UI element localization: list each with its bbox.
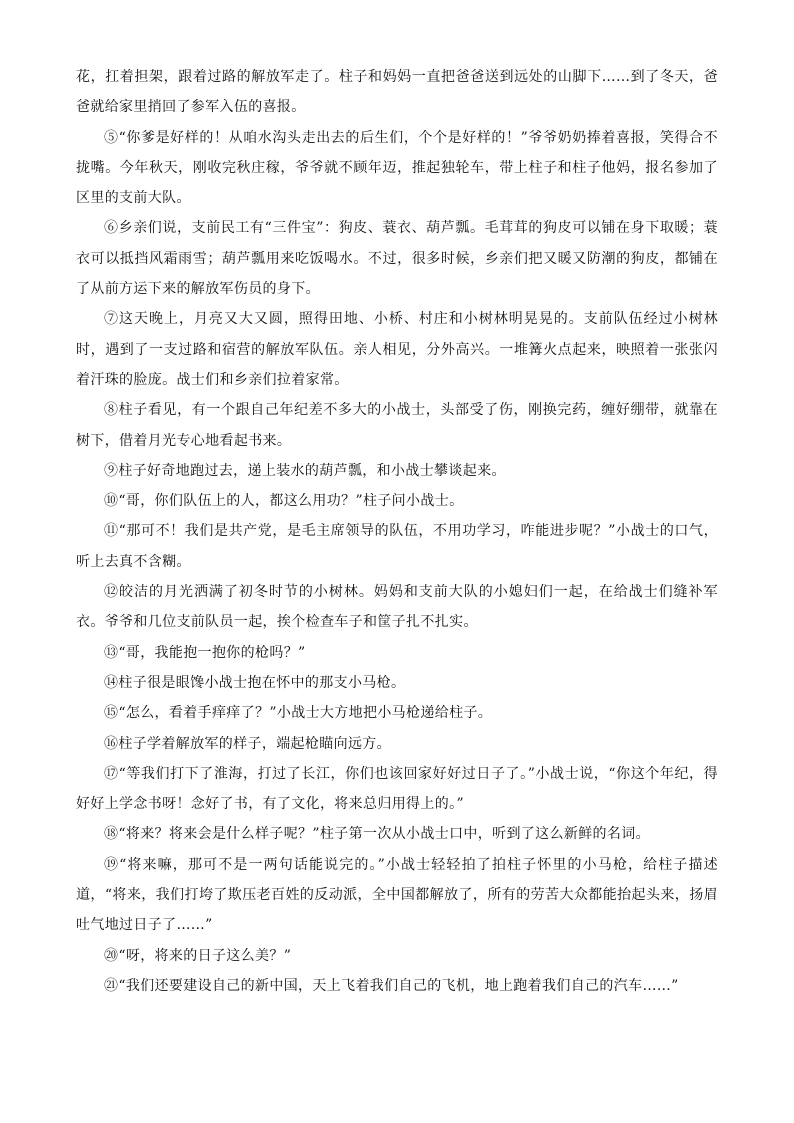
- paragraph-6: ⑥乡亲们说，支前民工有“三件宝”：狗皮、蓑衣、葫芦瓢。毛茸茸的狗皮可以铺在身下取暖；蓑衣可以抵挡风霜雨雪；葫芦瓢用来吃饭喝水。不过，很多时候，乡亲们把又暖又防潮的狗皮，都铺在了从前方运下来的解放军伤员的身下。: [76, 220, 718, 298]
- paragraph-19: ⑲“将来嘛，那可不是一两句话能说完的。”小战士轻轻拍了拍柱子怀里的小马枪，给柱子描述道，“将来，我们打垮了欺压老百姓的反动派，全中国都解放了，所有的劳苦大众都能抬起头来，扬眉吐气地过日子了……”: [76, 856, 718, 934]
- paragraph-10: ⑩“哥，你们队伍上的人，都这么用功？”柱子问小战士。: [104, 493, 464, 510]
- paragraph-4-continued: 花，扛着担架，跟着过路的解放军走了。柱子和妈妈一直把爸爸送到远处的山脚下……到了冬天，爸爸就给家里捎回了参军入伍的喜报。: [76, 69, 718, 116]
- paragraph-20: ⑳“呀，将来的日子这么美？”: [104, 947, 292, 964]
- paragraph-8: ⑧柱子看见，有一个跟自己年纪差不多大的小战士，头部受了伤，刚换完药，缠好绷带，就靠在树下，借着月光专心地看起书来。: [76, 402, 718, 449]
- paragraph-18: ⑱“将来？将来会是什么样子呢？”柱子第一次从小战士口中，听到了这么新鲜的名词。: [104, 826, 650, 843]
- paragraph-17: ⑰“等我们打下了淮海，打过了长江，你们也该回家好好过日子了。”小战士说，“你这个年纪，得好好上学念书呀！念好了书，有了文化，将来总归用得上的。”: [76, 765, 718, 813]
- paragraph-21: ㉑“我们还要建设自己的新中国，天上飞着我们自己的飞机，地上跑着我们自己的汽车……”: [104, 977, 679, 994]
- paragraph-5: ⑤“你爹是好样的！从咱水沟头走出去的后生们，个个是好样的！”爷爷奶奶捧着喜报，笑得合不拢嘴。今年秋天，刚收完秋庄稼，爷爷就不顾年迈，推起独轮车，带上柱子和柱子他妈，报名参加了区里的支前大队。: [76, 129, 718, 207]
- paragraph-12: ⑫皎洁的月光洒满了初冬时节的小树林。妈妈和支前大队的小媳妇们一起，在给战士们缝补军衣。爷爷和几位支前队员一起，挨个检查车子和筐子扎不扎实。: [76, 584, 718, 631]
- paragraph-7: ⑦这天晚上，月亮又大又圆，照得田地、小桥、村庄和小树林明晃晃的。支前队伍经过小树林时，遇到了一支过路和宿营的解放军队伍。亲人相见，分外高兴。一堆篝火点起来，映照着一张张闪着汗珠的脸庞。战士们和乡亲们拉着家常。: [76, 311, 718, 388]
- paragraph-16: ⑯柱子学着解放军的样子，端起枪瞄向远方。: [104, 735, 391, 752]
- paragraph-9: ⑨柱子好奇地跑过去，递上装水的葫芦瓢，和小战士攀谈起来。: [104, 462, 506, 479]
- paragraph-11: ⑪“那可不！我们是共产党，是毛主席领导的队伍，不用功学习，咋能进步呢？”小战士的口气，听上去真不含糊。: [76, 523, 718, 570]
- paragraph-14: ⑭柱子很是眼馋小战士抱在怀中的那支小马枪。: [104, 674, 406, 691]
- paragraph-15: ⑮“怎么，看着手痒痒了？”小战士大方地把小马枪递给柱子。: [104, 705, 493, 722]
- paragraph-13: ⑬“哥，我能抱一抱你的枪吗？”: [104, 644, 306, 661]
